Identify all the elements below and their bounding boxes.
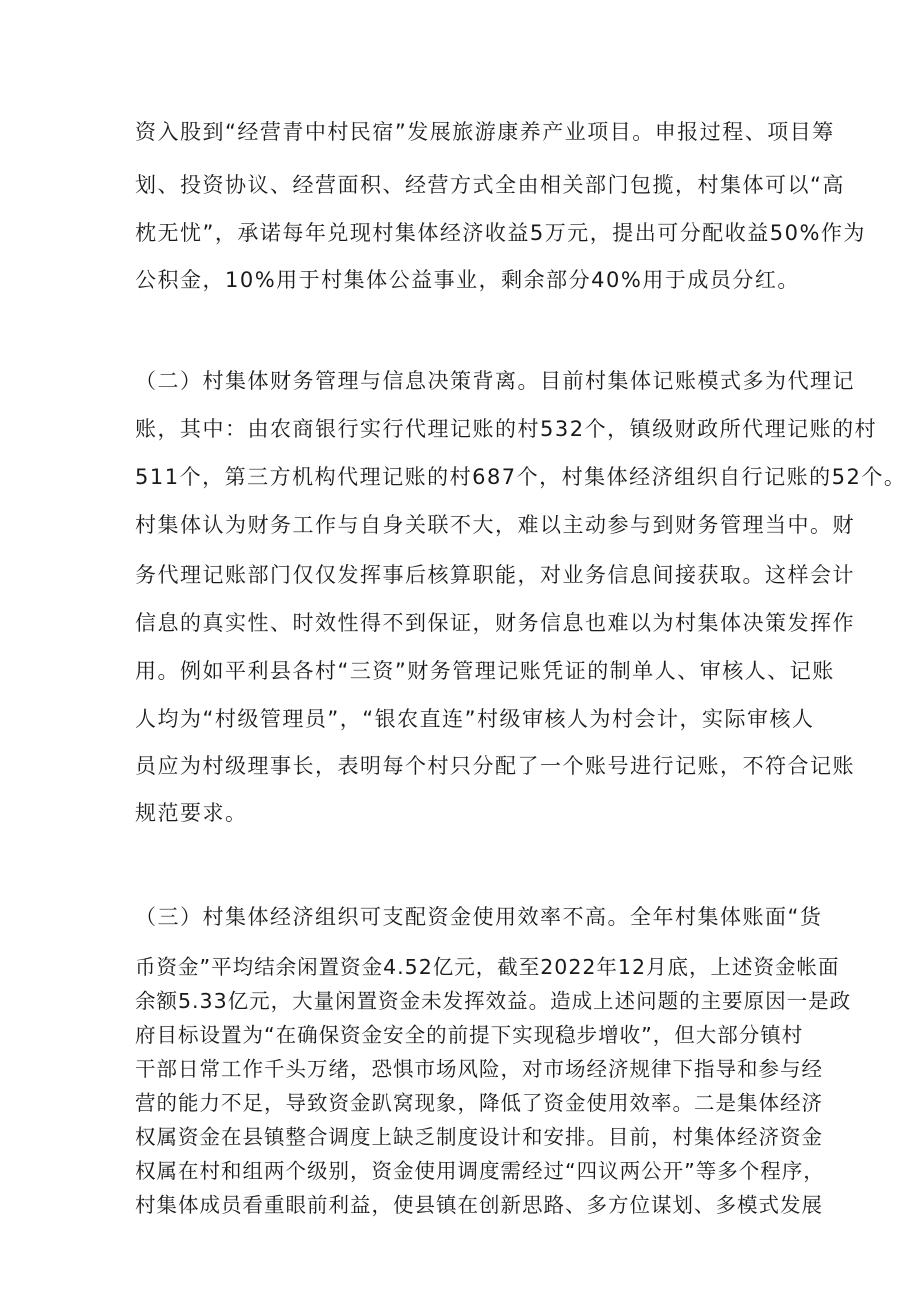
text-line: 枕无忧”，承诺每年兑现村集体经济收益5万元，提出可分配收益50%作为: [135, 221, 866, 245]
text-line: 村集体认为财务工作与自身关联不大，难以主动参与到财务管理当中。财: [135, 513, 855, 537]
text-line: 权属在村和组两个级别，资金使用调度需经过“四议两公开”等多个程序，: [135, 1159, 825, 1183]
text-line: 村集体成员看重眼前利益，使县镇在创新思路、多方位谋划、多模式发展: [135, 1193, 823, 1217]
text-line: 信息的真实性、时效性得不到保证，财务信息也难以为村集体决策发挥作: [135, 611, 855, 635]
text-line: 干部日常工作千头万绪，恐惧市场风险，对市场经济规律下指导和参与经: [135, 1057, 823, 1081]
text-line: 资入股到“经营青中村民宿”发展旅游康养产业项目。申报过程、项目筹: [135, 120, 835, 144]
text-line: 府目标设置为“在确保资金安全的前提下实现稳步增收”，但大部分镇村: [135, 1023, 804, 1047]
section-heading-line: （三）村集体经济组织可支配资金使用效率不高。全年村集体账面“货: [135, 905, 823, 929]
text-line: 划、投资协议、经营面积、经营方式全由相关部门包揽，村集体可以“高: [135, 173, 845, 197]
text-line: 规范要求。: [135, 801, 248, 825]
text-line: 人均为“村级管理员”，“银农直连”村级审核人为村会计，实际审核人: [135, 707, 815, 731]
text-line: 账，其中：由农商银行实行代理记账的村532个，镇级财政所代理记账的村: [135, 417, 878, 441]
text-line: 权属资金在县镇整合调度上缺乏制度设计和安排。目前，村集体经济资金: [135, 1125, 823, 1149]
text-line: 务代理记账部门仅仅发挥事后核算职能，对业务信息间接获取。这样会计: [135, 563, 855, 587]
text-line: 余额5.33亿元，大量闲置资金未发挥效益。造成上述问题的主要原因一是政: [135, 989, 852, 1013]
text-line: 营的能力不足，导致资金趴窝现象，降低了资金使用效率。二是集体经济: [135, 1091, 823, 1115]
text-line: 511个，第三方机构代理记账的村687个，村集体经济组织自行记账的52个。: [135, 465, 907, 489]
text-line: 币资金”平均结余闲置资金4.52亿元，截至2022年12月底，上述资金帐面: [135, 955, 840, 979]
section-heading-line: （二）村集体财务管理与信息决策背离。目前村集体记账模式多为代理记: [135, 369, 855, 393]
text-line: 公积金，10%用于村集体公益事业，剩余部分40%用于成员分红。: [135, 268, 800, 292]
text-line: 用。例如平利县各村“三资”财务管理记账凭证的制单人、审核人、记账: [135, 659, 835, 683]
text-line: 员应为村级理事长，表明每个村只分配了一个账号进行记账，不符合记账: [135, 754, 855, 778]
